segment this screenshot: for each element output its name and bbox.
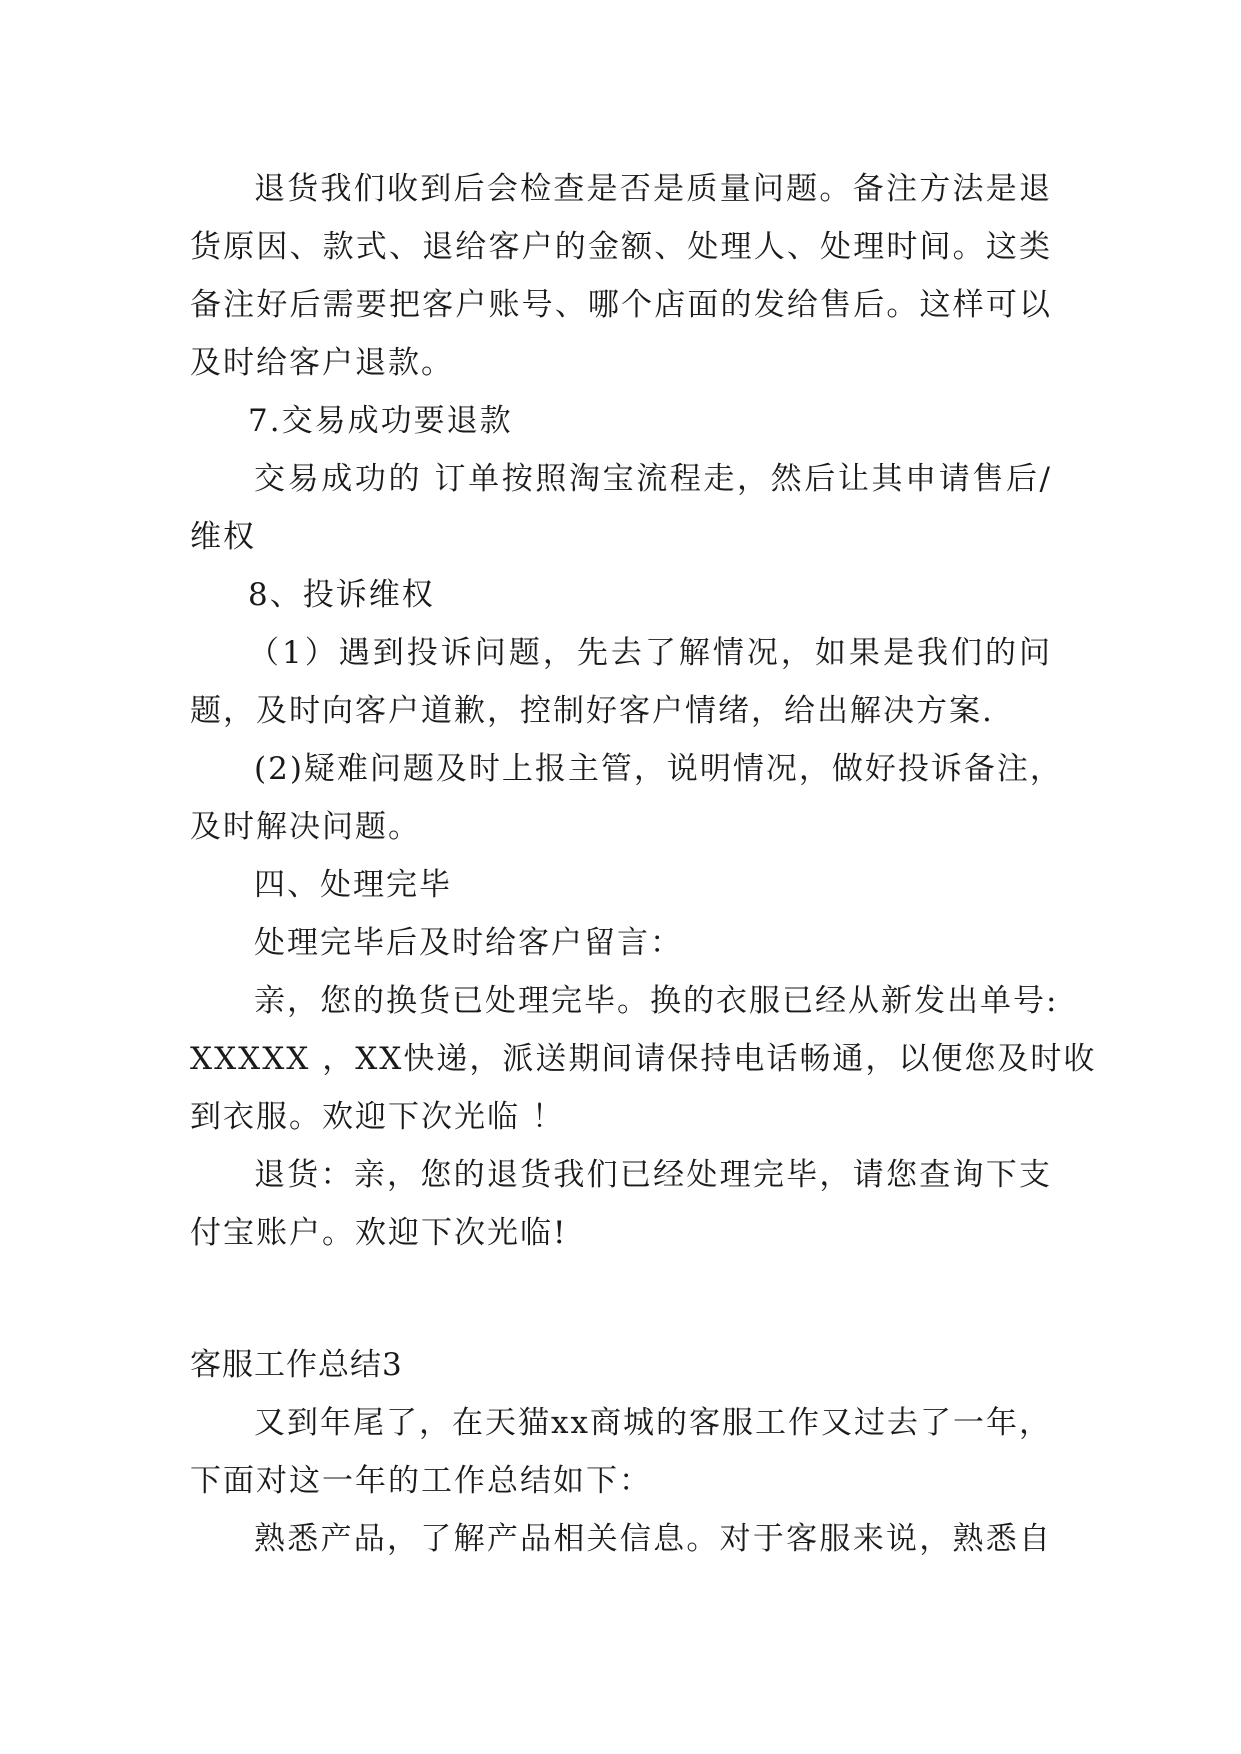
document-body [190,160,1097,1568]
paragraph-line: (2)疑难问题及时上报主管，说明情况，做好投诉备注， [254,751,1063,787]
section-spacer [190,1262,1052,1336]
paragraph-line: 付宝账户。欢迎下次光临! [190,1215,568,1251]
section-heading: 7.交易成功要退款 [248,403,513,439]
paragraph-line: 处理完毕后及时给客户留言： [254,925,683,961]
paragraph-line: 退货我们收到后会检查是否是质量问题。备注方法是退 [254,171,1052,207]
paragraph-line: 题，及时向客户道歉，控制好客户情绪，给出解决方案. [190,693,994,729]
paragraph-line: 及时解决问题。 [190,809,421,845]
paragraph-line: 熟悉产品，了解产品相关信息。对于客服来说，熟悉自 [254,1521,1052,1557]
paragraph-line: 维权 [190,519,256,555]
paragraph-line: 下面对这一年的工作总结如下： [190,1463,652,1499]
paragraph-line: 备注好后需要把客户账号、哪个店面的发给售后。这样可以 [190,287,1052,323]
paragraph-line: 及时给客户退款。 [190,345,454,381]
paragraph-line: 到衣服。欢迎下次光临 ！ [190,1099,565,1135]
section-heading: 四、处理完毕 [254,867,452,903]
paragraph-line: 又到年尾了，在天猫xx商城的客服工作又过去了一年， [254,1405,1052,1441]
paragraph-line: （1）遇到投诉问题，先去了解情况，如果是我们的问 [248,635,1052,671]
paragraph-line: 货原因、款式、退给客户的金额、处理人、处理时间。这类 [190,229,1052,265]
section-heading: 8、投诉维权 [248,577,435,613]
paragraph-line: 退货：亲，您的退货我们已经处理完毕，请您查询下支 [254,1157,1052,1193]
paragraph-line: XXXXX ，XX快递，派送期间请保持电话畅通，以便您及时收 [190,1041,1097,1077]
paragraph-line: 交易成功的 订单按照淘宝流程走，然后让其申请售后/ [254,461,1052,497]
document-section-title: 客服工作总结3 [190,1347,403,1383]
paragraph-line: 亲，您的换货已处理完毕。换的衣服已经从新发出单号: [254,983,1059,1019]
